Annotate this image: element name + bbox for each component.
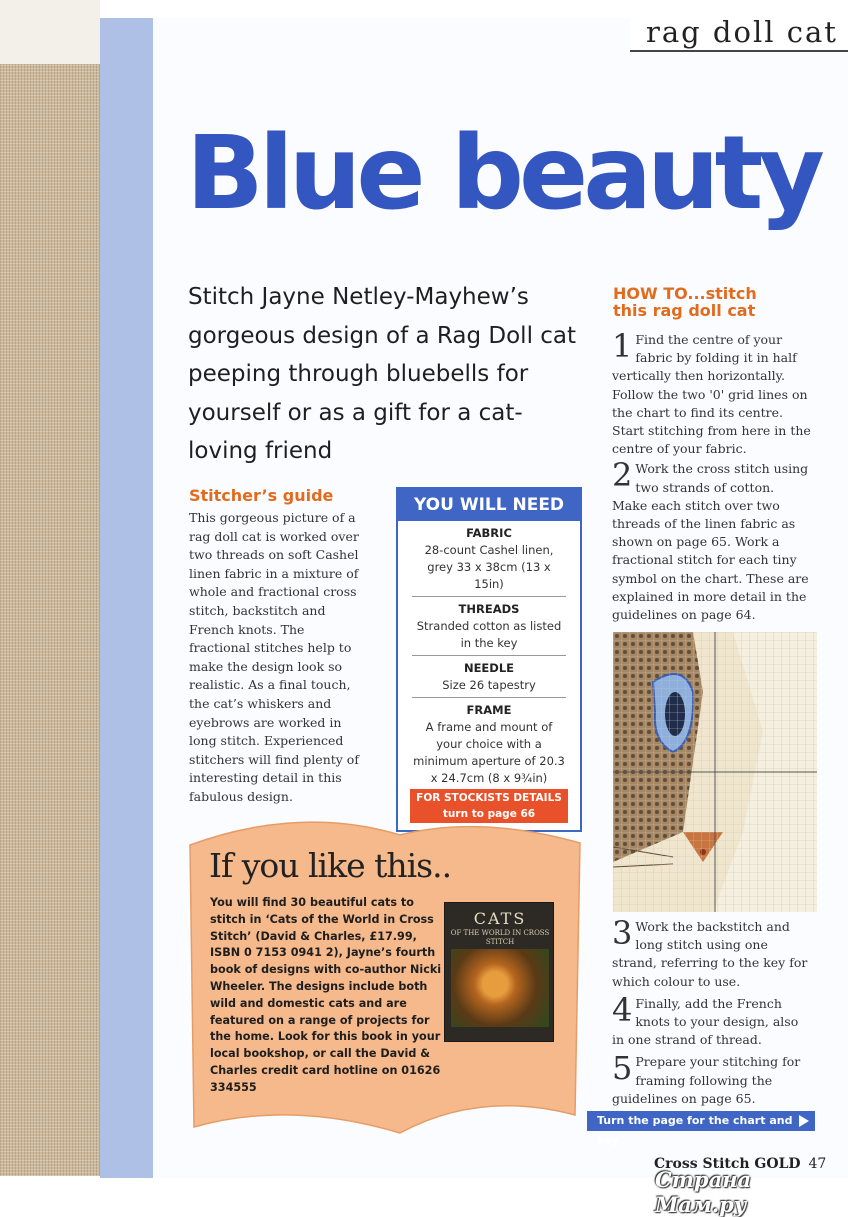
need-item-threads bbox=[412, 597, 566, 656]
step-text: Finally, add the French knots to your design, also in one strand of thread. bbox=[612, 995, 799, 1048]
step-number: 5 bbox=[612, 1049, 633, 1088]
how-to-step bbox=[612, 990, 812, 1050]
how-to-heading-line: this rag doll cat bbox=[613, 301, 756, 320]
tiger-photo bbox=[451, 949, 549, 1027]
need-item-value: A frame and mount of your choice with a minimum aperture of 20.3 x 24.7cm (8 x 9¾in) bbox=[413, 720, 565, 785]
step-text: Find the centre of your fabric by folding it in half vertically then horizontally. Follow the two '0' grid lines on the chart to find its centre. Start stitching from here in the centre of your fabric. bbox=[612, 332, 811, 457]
book-title: CATS bbox=[473, 909, 527, 928]
linen-fabric-photo bbox=[0, 64, 100, 1176]
how-to-heading-line: HOW TO...stitch bbox=[613, 284, 757, 303]
if-you-like-heading: If you like this.. bbox=[209, 846, 452, 885]
how-to-heading bbox=[613, 285, 813, 319]
book-subtitle: OF THE WORLD IN CROSS STITCH bbox=[450, 929, 550, 946]
step-number: 4 bbox=[612, 990, 633, 1029]
how-to-steps-bottom bbox=[612, 914, 812, 1108]
how-to-step bbox=[612, 456, 812, 624]
need-item-fabric bbox=[412, 521, 566, 597]
how-to-step bbox=[612, 1049, 812, 1108]
turn-page-label: Turn the page for the chart and key bbox=[597, 1114, 793, 1147]
need-item-frame bbox=[412, 698, 566, 790]
site-watermark: Страна Мам.ру bbox=[655, 1167, 752, 1217]
step-text: Work the backstitch and long stitch using one strand, referring to the key for which colour to use. bbox=[612, 919, 808, 989]
book-cover-cats-of-the-world bbox=[444, 902, 554, 1042]
blue-margin-strip bbox=[100, 18, 153, 1178]
intro-text: Stitch Jayne Netley-Mayhew’s gorgeous design of a Rag Doll cat peeping through bluebells for yourself or as a gift for a cat-loving friend bbox=[188, 284, 577, 464]
arrow-right-icon bbox=[799, 1115, 809, 1127]
magazine-name: Cross Stitch GOLD bbox=[654, 1156, 801, 1172]
chart-preview-graphic bbox=[613, 632, 817, 912]
you-will-need-box bbox=[396, 487, 582, 832]
if-you-like-body: You will find 30 beautiful cats to stitch in ‘Cats of the World in Cross Stitch’ (David & Charles, £17.99, ISBN 0 7153 0941 2), Jayne’s fourth book of designs with co-author Nicki Wheeler. The designs include both wild and domestic cats and are featured on a range of projects for the home. Look for this book in your local bookshop, or call the David & Charles credit card hotline on 01626 334555 bbox=[210, 896, 442, 1094]
how-to-step bbox=[612, 914, 812, 991]
step-number: 3 bbox=[612, 914, 633, 952]
cross-stitch-chart-preview bbox=[613, 632, 817, 912]
step-text: Work the cross stitch using two strands of cotton. Make each stitch over two threads of the linen fabric as shown on page 65. Work a fractional stitch for each tiny symbol on the chart. These are explained in more detail in the guidelines on page 64. bbox=[612, 461, 809, 623]
need-item-value: 28-count Cashel linen, grey 33 x 38cm (13 x 15in) bbox=[424, 543, 554, 591]
section-tab: rag doll cat bbox=[630, 12, 848, 52]
how-to-steps-top bbox=[612, 327, 812, 624]
step-number: 1 bbox=[612, 327, 633, 365]
how-to-step bbox=[612, 327, 812, 458]
page-number: 47 bbox=[808, 1156, 827, 1172]
step-text: Prepare your stitching for framing following the guidelines on page 65. bbox=[612, 1054, 801, 1106]
need-item-value: Size 26 tapestry bbox=[442, 678, 536, 692]
need-item-label: FRAME bbox=[466, 703, 512, 717]
stitchers-guide-body: This gorgeous picture of a rag doll cat is worked over two threads on soft Cashel linen fabric in a mixture of whole and fractional cross stitch, backstitch and French knots. The fractional stitches help to make the design look so realistic. As a final touch, the cat’s whiskers and eyebrows are worked in long stitch. Experienced stitchers will find plenty of interesting detail in this fabulous design. bbox=[189, 510, 359, 804]
page-title: Blue beauty bbox=[186, 114, 820, 233]
you-will-need-header: YOU WILL NEED bbox=[398, 489, 580, 521]
stockists-page-ref: turn to page 66 bbox=[442, 808, 536, 820]
need-item-label: THREADS bbox=[458, 602, 520, 616]
need-item-label: NEEDLE bbox=[463, 661, 515, 675]
need-item-needle bbox=[412, 656, 566, 698]
stockists-line: FOR STOCKISTS DETAILS bbox=[416, 792, 562, 804]
turn-page-banner[interactable] bbox=[587, 1111, 815, 1147]
stitchers-guide-heading: Stitcher’s guide bbox=[189, 486, 334, 505]
need-item-value: Stranded cotton as listed in the key bbox=[416, 619, 562, 650]
step-number: 2 bbox=[612, 456, 633, 495]
page-top-margin bbox=[0, 0, 100, 64]
need-item-label: FABRIC bbox=[466, 526, 512, 540]
